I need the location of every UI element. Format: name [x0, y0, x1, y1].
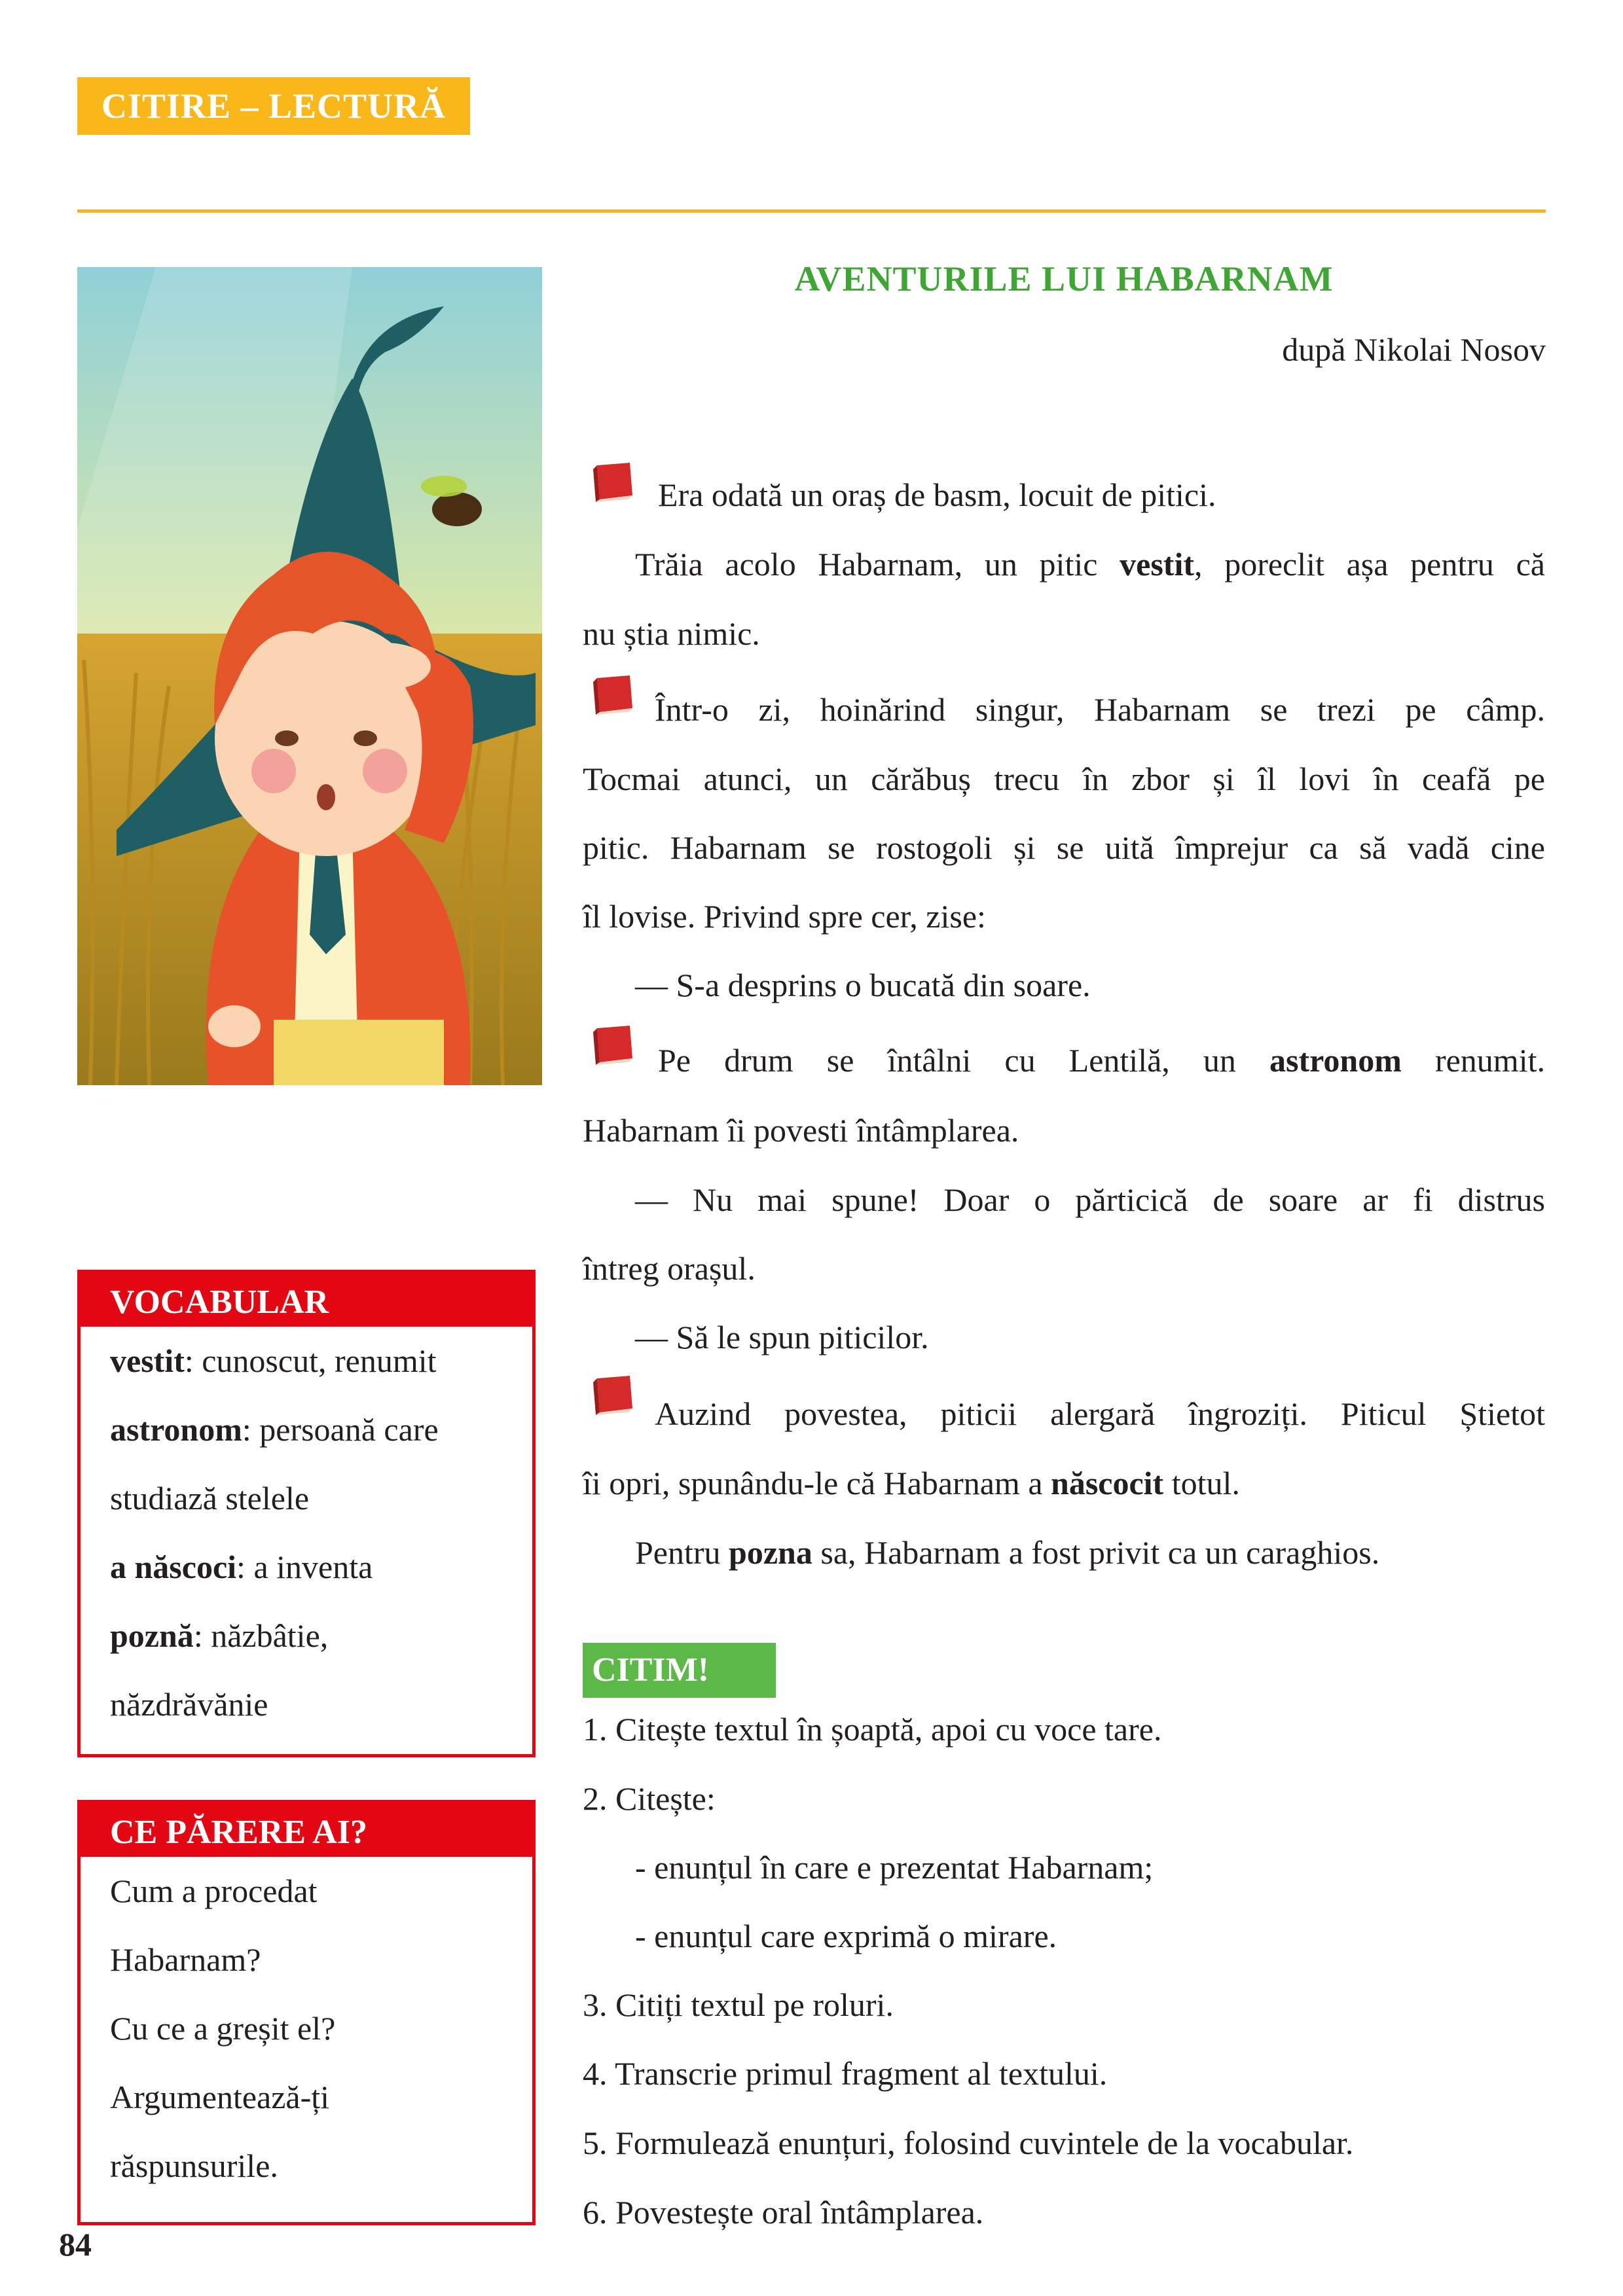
- dialogue-line: — S-a desprins o bucată din soare.: [635, 967, 1091, 1003]
- story-text: Trăia acolo Habarnam, un pitic: [635, 546, 1120, 583]
- book-icon: [589, 461, 636, 503]
- book-icon: [589, 1024, 636, 1066]
- story-text: , poreclit așa pentru că: [1194, 546, 1545, 583]
- vocabulary-entry: [110, 1670, 532, 1739]
- story-line: Auzind povestea, piticii alergară îngroziți. Piticul Știetot: [655, 1395, 1545, 1432]
- vocabulary-list: [81, 1327, 532, 1739]
- vocabulary-entry: [110, 1533, 532, 1602]
- story-text: sa, Habarnam a fost privit ca un caraghios.: [812, 1534, 1380, 1571]
- exercise-item: 4. Transcrie primul fragment al textului.: [583, 2055, 1108, 2092]
- opinion-title: CE PĂRERE AI?: [81, 1803, 532, 1857]
- exercise-item: 1. Citește textul în șoaptă, apoi cu voce tare.: [583, 1711, 1162, 1748]
- dialogue-line: — Să le spun piticilor.: [635, 1319, 929, 1355]
- opinion-questions: [81, 1857, 532, 2200]
- section-label: CITIRE – LECTURĂ: [77, 77, 470, 135]
- exercise-item: 2. Citește:: [583, 1780, 716, 1817]
- story-author: după Nikolai Nosov: [1282, 331, 1546, 368]
- story-text: Pentru: [635, 1534, 729, 1571]
- opinion-line: Argumentează-ți: [110, 2079, 330, 2115]
- story-illustration: [77, 267, 542, 1085]
- exercise-item: 6. Povestește oral întâmplarea.: [583, 2194, 984, 2231]
- exercise-item: 5. Formulează enunțuri, folosind cuvintele de la vocabular.: [583, 2125, 1354, 2161]
- vocabulary-term: a născoci: [110, 1549, 237, 1585]
- vocabulary-entry: [110, 1464, 532, 1533]
- story-line: întreg orașul.: [583, 1250, 756, 1287]
- vocabulary-entry: [110, 1602, 532, 1670]
- header-divider: [77, 209, 1546, 213]
- vocab-word: născocit: [1051, 1465, 1164, 1501]
- story-text: îi opri, spunându-le că Habarnam a: [583, 1465, 1051, 1501]
- vocabulary-definition: : năzbâtie,: [193, 1617, 329, 1654]
- story-title: AVENTURILE LUI HABARNAM: [794, 259, 1334, 298]
- habarnam-picture: [77, 267, 542, 1085]
- vocabulary-term: poznă: [110, 1617, 194, 1654]
- book-icon: [589, 1374, 636, 1416]
- vocabulary-definition: studiază stelele: [110, 1480, 310, 1516]
- vocabulary-term: vestit: [110, 1342, 185, 1379]
- story-text: renumit.: [1401, 1042, 1545, 1079]
- story-line: Era odată un oraș de basm, locuit de pitici.: [658, 476, 1216, 513]
- vocabulary-term: astronom: [110, 1411, 242, 1448]
- book-icon: [589, 674, 636, 716]
- story-text: totul.: [1163, 1465, 1240, 1501]
- page-number: 84: [59, 2226, 92, 2263]
- vocabulary-title: VOCABULAR: [81, 1273, 532, 1327]
- vocab-word: astronom: [1269, 1042, 1402, 1079]
- opinion-box: [77, 1800, 536, 2225]
- citim-label: CITIM!: [583, 1643, 776, 1698]
- opinion-line: Habarnam?: [110, 1941, 261, 1978]
- opinion-line: Cu ce a greșit el?: [110, 2010, 336, 2047]
- exercise-item: 3. Citiți textul pe roluri.: [583, 1986, 894, 2023]
- story-line: [635, 1533, 1379, 1572]
- story-line: Tocmai atunci, un cărăbuș trecu în zbor și îl lovi în ceafă pe: [583, 761, 1545, 797]
- vocabulary-definition: : cunoscut, renumit: [184, 1342, 437, 1379]
- dialogue-line: — Nu mai spune! Doar o părticică de soare ar fi distrus: [635, 1181, 1545, 1218]
- vocab-word: pozna: [729, 1534, 812, 1571]
- story-line: Habarnam îi povesti întâmplarea.: [583, 1112, 1019, 1149]
- vocabulary-box: [77, 1270, 536, 1757]
- exercise-subitem: - enunțul care exprimă o mirare.: [635, 1918, 1057, 1954]
- story-line: pitic. Habarnam se rostogoli și se uită împrejur ca să vadă cine: [583, 829, 1545, 866]
- opinion-line: Cum a procedat: [110, 1873, 318, 1909]
- vocabulary-entry: [110, 1395, 532, 1464]
- story-line: [583, 1463, 1240, 1503]
- vocabulary-entry: [110, 1327, 532, 1395]
- story-line: [658, 1041, 1545, 1080]
- story-line: Într-o zi, hoinărind singur, Habarnam se trezi pe câmp.: [655, 691, 1545, 728]
- vocabulary-definition: năzdrăvănie: [110, 1686, 268, 1723]
- story-line: nu știa nimic.: [583, 615, 760, 652]
- vocab-word: vestit: [1120, 546, 1194, 583]
- vocabulary-definition: : a inventa: [236, 1549, 373, 1585]
- story-line: îl lovise. Privind spre cer, zise:: [583, 898, 986, 935]
- exercise-subitem: - enunțul în care e prezentat Habarnam;: [635, 1849, 1154, 1886]
- story-text: Pe drum se întâlni cu Lentilă, un: [658, 1042, 1269, 1079]
- opinion-line: răspunsurile.: [110, 2147, 278, 2184]
- story-line: [635, 545, 1545, 584]
- vocabulary-definition: : persoană care: [242, 1411, 439, 1448]
